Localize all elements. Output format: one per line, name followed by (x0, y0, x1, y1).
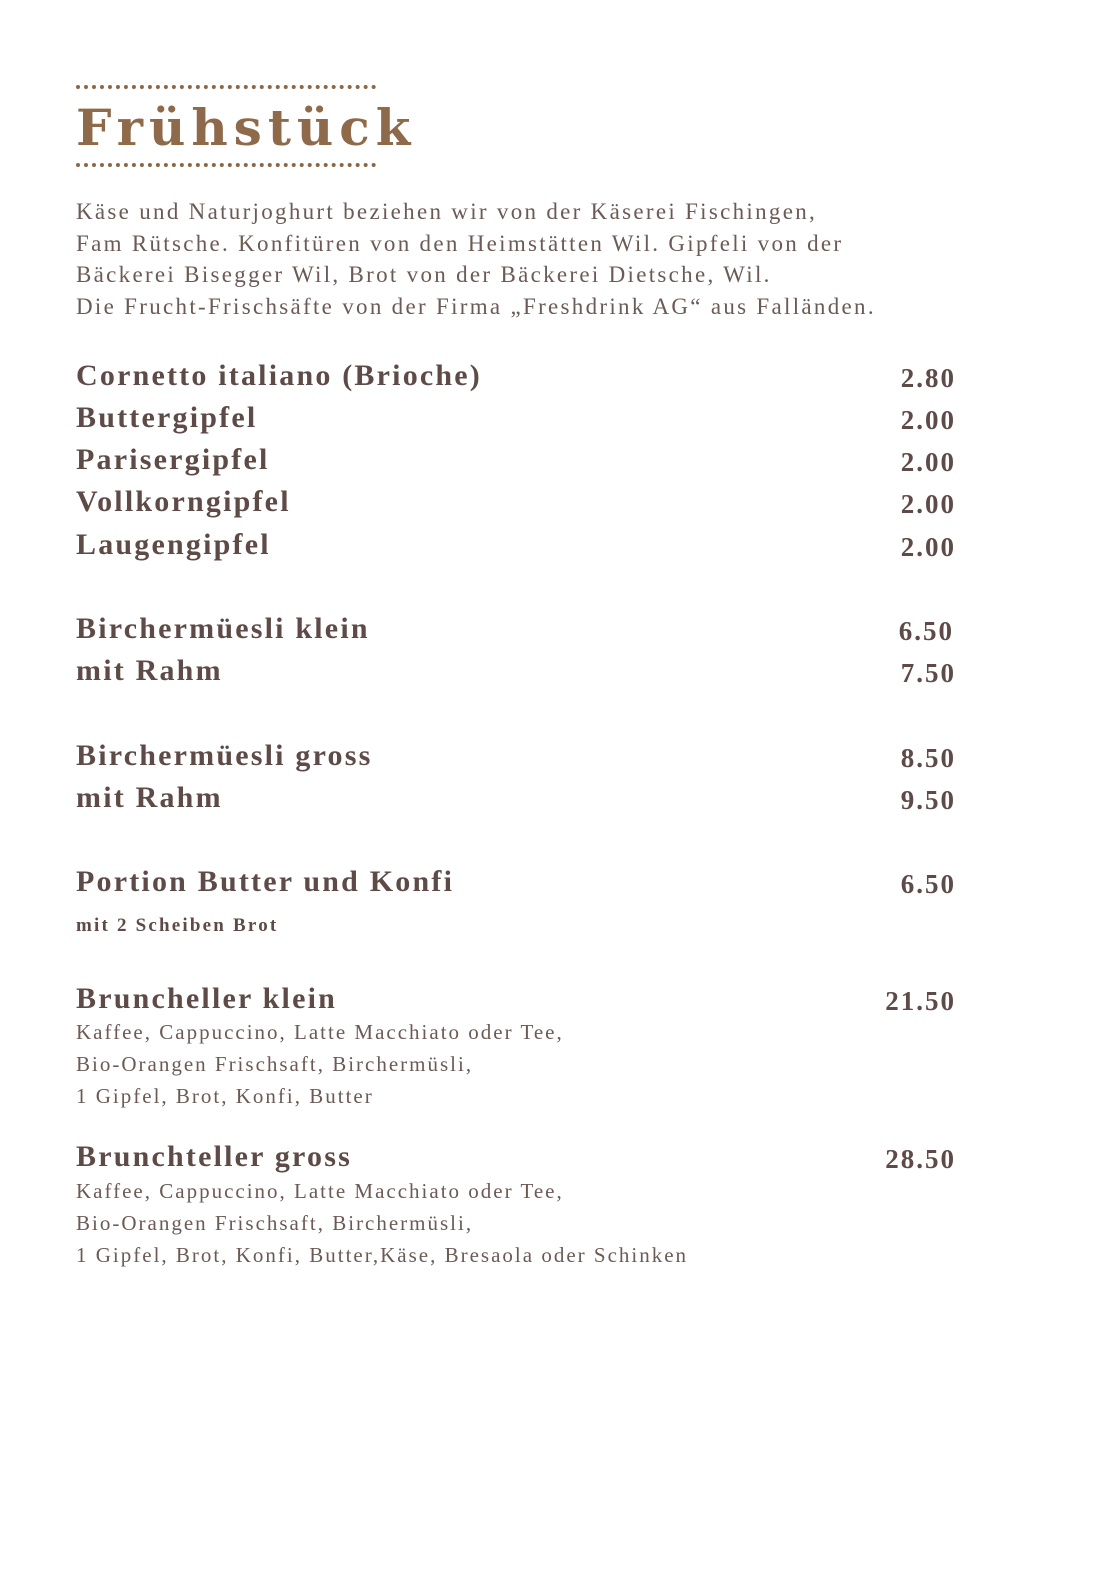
menu-item-name: Brunchteller gross (76, 1140, 352, 1173)
description-line: Kaffee, Cappuccino, Latte Macchiato oder Tee, (76, 1020, 564, 1044)
menu-item-price: 21.50 (885, 986, 956, 1016)
menu-item-note: mit 2 Scheiben Brot (76, 915, 279, 936)
menu-item-variant: mit Rahm (76, 781, 223, 814)
menu-item-variant-price: 9.50 (900, 785, 956, 815)
menu-item-description (76, 1016, 564, 1112)
menu-item-price: 2.00 (900, 405, 956, 435)
title-dotted-rule-bottom (76, 163, 376, 167)
page-title: Frühstück (76, 98, 417, 157)
description-line: Bio-Orangen Frischsaft, Birchermüsli, (76, 1052, 474, 1076)
intro-line: Die Frucht-Frischsäfte von der Firma „Freshdrink AG“ aus Falländen. (76, 293, 876, 319)
menu-item-variant: mit Rahm (76, 654, 223, 687)
menu-item-price: 6.50 (900, 869, 956, 899)
menu-item-name: Cornetto italiano (Brioche) (76, 359, 482, 392)
menu-item-name: Portion Butter und Konfi (76, 865, 455, 898)
menu-item-price: 2.00 (900, 532, 956, 562)
menu-item-price: 2.00 (900, 447, 956, 477)
menu-item-name: Birchermüesli gross (76, 739, 373, 772)
menu-item-price: 28.50 (885, 1144, 956, 1174)
menu-item-name: Laugengipfel (76, 528, 271, 561)
menu-item-variant-price: 7.50 (900, 658, 956, 688)
menu-item-price: 8.50 (900, 743, 956, 773)
description-line: 1 Gipfel, Brot, Konfi, Butter,Käse, Bresaola oder Schinken (76, 1243, 689, 1267)
menu-item-description (76, 1175, 688, 1271)
menu-item-name: Birchermüesli klein (76, 612, 370, 645)
menu-item-price: 2.80 (900, 363, 956, 393)
intro-line: Käse und Naturjoghurt beziehen wir von der Käserei Fischingen, (76, 199, 818, 224)
menu-item-name: Buttergipfel (76, 401, 258, 434)
intro-line: Bäckerei Bisegger Wil, Brot von der Bäckerei Dietsche, Wil. (76, 262, 772, 287)
menu-item-name: Bruncheller klein (76, 982, 338, 1015)
menu-item-name: Parisergipfel (76, 443, 270, 476)
intro-text (76, 196, 1056, 322)
intro-line: Fam Rütsche. Konfitüren von den Heimstätten Wil. Gipfeli von der (76, 230, 844, 256)
menu-item-name: Vollkorngipfel (76, 485, 291, 518)
menu-item-price: 6.50 (898, 616, 954, 646)
description-line: Kaffee, Cappuccino, Latte Macchiato oder Tee, (76, 1179, 564, 1203)
title-dotted-rule-top (76, 85, 376, 89)
description-line: Bio-Orangen Frischsaft, Birchermüsli, (76, 1211, 474, 1235)
menu-item-price: 2.00 (900, 489, 956, 519)
description-line: 1 Gipfel, Brot, Konfi, Butter (76, 1084, 374, 1108)
